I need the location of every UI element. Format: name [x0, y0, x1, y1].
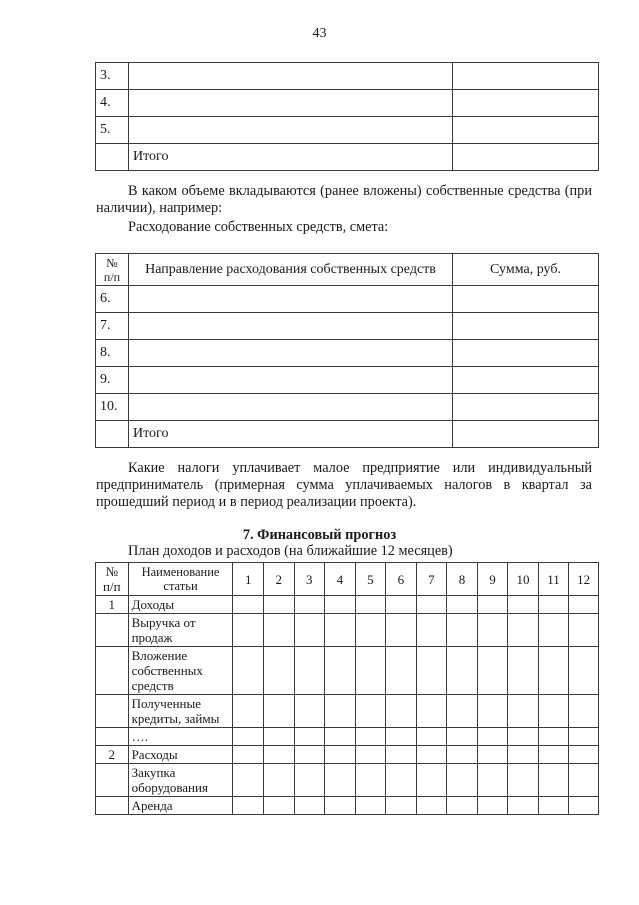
month-cell: [416, 596, 447, 614]
month-cell: [477, 746, 508, 764]
month-cell: [355, 614, 386, 647]
month-cell: [233, 728, 264, 746]
row-num: 3.: [96, 63, 129, 90]
month-cell: [263, 695, 294, 728]
row-num: [96, 647, 129, 695]
month-cell: [416, 797, 447, 815]
table-row: [96, 340, 599, 367]
month-cell: [263, 647, 294, 695]
month-cell: [477, 647, 508, 695]
month-cell: [233, 764, 264, 797]
month-cell: [263, 596, 294, 614]
table-row: [96, 117, 599, 144]
row-name: Закупка оборудования: [128, 764, 233, 797]
row-sum: [453, 340, 599, 367]
month-cell: [538, 746, 569, 764]
header-num: № п/п: [96, 563, 129, 596]
month-header: 8: [447, 563, 478, 596]
row-num: 8.: [96, 340, 129, 367]
month-cell: [355, 797, 386, 815]
month-cell: [386, 746, 417, 764]
row-name: Итого: [129, 421, 453, 448]
table-row: [96, 421, 599, 448]
row-name: Вложение собственных средств: [128, 647, 233, 695]
row-num: 7.: [96, 313, 129, 340]
month-cell: [538, 797, 569, 815]
month-cell: [538, 764, 569, 797]
month-cell: [294, 596, 325, 614]
month-cell: [294, 746, 325, 764]
month-cell: [416, 647, 447, 695]
month-header: 1: [233, 563, 264, 596]
row-value: [453, 90, 599, 117]
month-header: 12: [569, 563, 599, 596]
table-row: [96, 394, 599, 421]
month-cell: [386, 596, 417, 614]
month-cell: [569, 596, 599, 614]
month-cell: [325, 695, 356, 728]
month-cell: [447, 746, 478, 764]
table-row: [96, 614, 599, 647]
row-name: [129, 90, 453, 117]
month-cell: [447, 728, 478, 746]
month-cell: [508, 596, 539, 614]
month-cell: [325, 797, 356, 815]
row-name: [129, 394, 453, 421]
month-cell: [325, 647, 356, 695]
month-cell: [386, 647, 417, 695]
month-cell: [538, 728, 569, 746]
row-value: [453, 63, 599, 90]
month-cell: [508, 728, 539, 746]
row-name: Итого: [129, 144, 453, 171]
paragraph-expenses-estimate: Расходование собственных средств, смета:: [128, 219, 389, 235]
row-num: [96, 695, 129, 728]
row-name: ….: [128, 728, 233, 746]
month-cell: [233, 614, 264, 647]
month-header: 10: [508, 563, 539, 596]
month-cell: [355, 695, 386, 728]
month-cell: [386, 614, 417, 647]
header-sum: Сумма, руб.: [453, 254, 599, 286]
row-name: [129, 367, 453, 394]
month-cell: [569, 728, 599, 746]
month-cell: [294, 764, 325, 797]
row-name: Аренда: [128, 797, 233, 815]
month-cell: [447, 596, 478, 614]
header-name: Наименование статьи: [128, 563, 233, 596]
month-cell: [325, 746, 356, 764]
row-sum: [453, 367, 599, 394]
plan-title: План доходов и расходов (на ближайшие 12 месяцев): [128, 543, 453, 559]
month-cell: [294, 647, 325, 695]
row-value: [453, 144, 599, 171]
row-num: [96, 614, 129, 647]
row-sum: [453, 421, 599, 448]
month-cell: [538, 614, 569, 647]
month-header: 7: [416, 563, 447, 596]
row-name: [129, 286, 453, 313]
month-cell: [447, 695, 478, 728]
month-cell: [447, 764, 478, 797]
month-header: 9: [477, 563, 508, 596]
table-row: [96, 90, 599, 117]
month-cell: [447, 647, 478, 695]
paragraph-taxes: Какие налоги уплачивает малое предприятие или индивидуальный предприниматель (примерная сумма уплачиваемых налогов в квартал за прошедший период и в период реализации проекта).: [96, 460, 592, 510]
row-name: Доходы: [128, 596, 233, 614]
month-cell: [386, 695, 417, 728]
row-name: Расходы: [128, 746, 233, 764]
forecast-table-header: [96, 563, 599, 596]
month-cell: [294, 614, 325, 647]
month-header: 6: [386, 563, 417, 596]
month-cell: [355, 764, 386, 797]
row-num: [96, 797, 129, 815]
month-cell: [569, 614, 599, 647]
row-num: [96, 144, 129, 171]
table-row: [96, 286, 599, 313]
month-cell: [355, 728, 386, 746]
row-num: 6.: [96, 286, 129, 313]
table-row: [96, 313, 599, 340]
month-cell: [263, 728, 294, 746]
row-num: 2: [96, 746, 129, 764]
row-name: [129, 63, 453, 90]
month-cell: [386, 728, 417, 746]
expenses-table: [95, 253, 599, 448]
month-cell: [263, 797, 294, 815]
month-cell: [416, 746, 447, 764]
month-cell: [294, 797, 325, 815]
month-cell: [477, 695, 508, 728]
month-cell: [447, 797, 478, 815]
month-cell: [294, 695, 325, 728]
month-header: 4: [325, 563, 356, 596]
month-cell: [447, 614, 478, 647]
month-cell: [477, 614, 508, 647]
month-cell: [538, 695, 569, 728]
table-row: [96, 746, 599, 764]
month-cell: [416, 764, 447, 797]
month-cell: [325, 614, 356, 647]
month-cell: [508, 695, 539, 728]
page-number: 43: [312, 26, 327, 41]
expenses-table-header: [96, 254, 599, 286]
month-cell: [233, 647, 264, 695]
header-direction: Направление расходования собственных средств: [129, 254, 453, 286]
month-cell: [355, 596, 386, 614]
month-cell: [569, 647, 599, 695]
row-num: 1: [96, 596, 129, 614]
month-cell: [416, 728, 447, 746]
month-cell: [386, 764, 417, 797]
month-cell: [263, 764, 294, 797]
row-num: 9.: [96, 367, 129, 394]
month-cell: [477, 797, 508, 815]
month-cell: [477, 764, 508, 797]
month-cell: [325, 728, 356, 746]
month-cell: [569, 764, 599, 797]
month-cell: [508, 764, 539, 797]
month-cell: [508, 614, 539, 647]
month-cell: [233, 695, 264, 728]
month-cell: [386, 797, 417, 815]
month-header: 11: [538, 563, 569, 596]
row-sum: [453, 313, 599, 340]
forecast-table: [95, 562, 599, 815]
month-cell: [263, 746, 294, 764]
table-row: [96, 367, 599, 394]
month-cell: [263, 614, 294, 647]
row-num: 4.: [96, 90, 129, 117]
row-num: [96, 764, 129, 797]
row-sum: [453, 286, 599, 313]
row-name: [129, 313, 453, 340]
top-table: [95, 62, 599, 171]
month-cell: [294, 728, 325, 746]
table-row: [96, 695, 599, 728]
table-row: [96, 144, 599, 171]
month-cell: [477, 596, 508, 614]
month-cell: [355, 746, 386, 764]
header-num: № п/п: [96, 254, 129, 286]
table-row: [96, 647, 599, 695]
month-cell: [233, 746, 264, 764]
row-name: [129, 117, 453, 144]
table-row: [96, 63, 599, 90]
month-cell: [416, 695, 447, 728]
row-name: Выручка от продаж: [128, 614, 233, 647]
table-row: [96, 728, 599, 746]
row-name: [129, 340, 453, 367]
month-cell: [355, 647, 386, 695]
month-cell: [416, 614, 447, 647]
month-cell: [508, 746, 539, 764]
month-header: 5: [355, 563, 386, 596]
table-row: [96, 596, 599, 614]
row-num: [96, 728, 129, 746]
month-cell: [325, 596, 356, 614]
row-value: [453, 117, 599, 144]
month-cell: [508, 797, 539, 815]
month-cell: [569, 695, 599, 728]
row-name: Полученные кредиты, займы: [128, 695, 233, 728]
month-cell: [233, 797, 264, 815]
section-title: 7. Финансовый прогноз: [242, 527, 397, 543]
month-cell: [508, 647, 539, 695]
table-row: [96, 764, 599, 797]
month-cell: [233, 596, 264, 614]
row-num: 5.: [96, 117, 129, 144]
month-cell: [569, 797, 599, 815]
row-num: 10.: [96, 394, 129, 421]
month-header: 2: [263, 563, 294, 596]
row-sum: [453, 394, 599, 421]
month-cell: [569, 746, 599, 764]
month-header: 3: [294, 563, 325, 596]
row-num: [96, 421, 129, 448]
month-cell: [325, 764, 356, 797]
table-row: [96, 797, 599, 815]
paragraph-own-funds: В каком объеме вкладываются (ранее вложены) собственные средства (при наличии), например:: [96, 183, 592, 216]
month-cell: [538, 647, 569, 695]
month-cell: [538, 596, 569, 614]
month-cell: [477, 728, 508, 746]
